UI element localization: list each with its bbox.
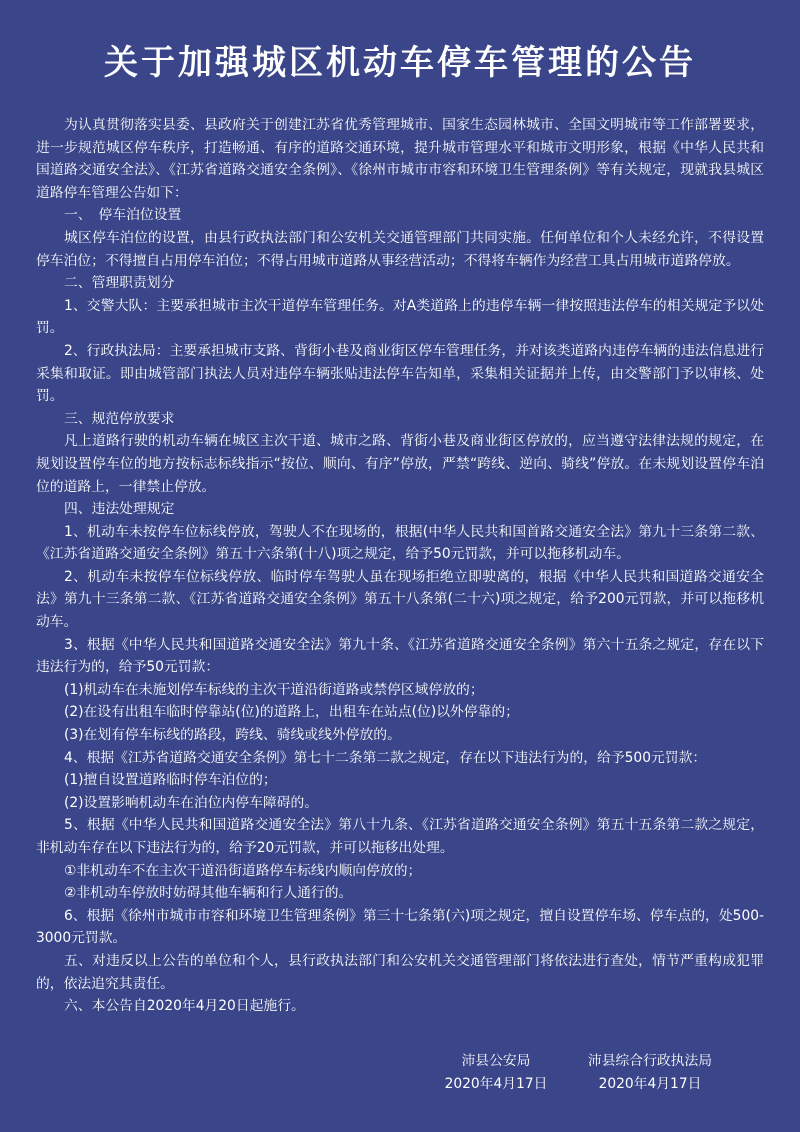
signature-date: 2020年4月17日 xyxy=(598,1075,702,1092)
list-item: ①非机动车不在主次干道沿街道路停车标线内顺向停放的； xyxy=(64,862,422,879)
section-heading: 二、管理职责划分 xyxy=(64,275,175,292)
signature-org: 沛县公安局 xyxy=(461,1053,531,1069)
list-item: (1)擅自设置道路临时停车泊位的； xyxy=(64,772,277,789)
list-item: (1)机动车在未施划停车标线的主次干道沿街道路或禁停区域停放的； xyxy=(64,681,484,698)
paragraph: 3、根据《中华人民共和国道路交通安全法》第九十条、《江苏省道路交通安全条例》第六十五条之规定，存在以下违法行为的，给予50元罚款： xyxy=(36,636,764,676)
effective-date-paragraph: 六、本公告自2020年4月20日起施行。 xyxy=(64,998,305,1015)
paragraph: 6、根据《徐州市城市市容和环境卫生管理条例》第三十七条第(六)项之规定，擅自设置停车场、停车点的，处500-3000元罚款。 xyxy=(36,907,764,947)
section-heading: 四、违法处理规定 xyxy=(64,501,175,518)
paragraph: 4、根据《江苏省道路交通安全条例》第七十二条第二款之规定，存在以下违法行为的，给予500元罚款： xyxy=(64,749,707,766)
signature-enforcement xyxy=(550,1050,750,1095)
section-heading: 一、 停车泊位设置 xyxy=(64,207,182,224)
list-item: (2)设置影响机动车在泊位内停车障碍的。 xyxy=(64,794,319,811)
paragraph: 凡上道路行驶的机动车辆在城区主次干道、城市之路、背街小巷及商业街区停放的，应当遵守法律法规的规定，在规划设置停车位的地方按标志标线指示“按位、顺向、有序”停放，严禁“跨线、逆向、骑线”停放。在未规划设置停车泊位的道路上，一律禁止停放。 xyxy=(36,433,764,495)
list-item: (2)在设有出租车临时停靠站(位)的道路上，出租车在站点(位)以外停靠的； xyxy=(64,704,519,721)
paragraph: 1、机动车未按停车位标线停放，驾驶人不在现场的，根据(中华人民共和国首路交通安全法》第九十三条第二款、《江苏省道路交通安全条例》第五十六条第(十八)项之规定，给予50元罚款，并可以拖移机动车。 xyxy=(36,523,764,563)
intro-paragraph: 为认真贯彻落实县委、县政府关于创建江苏省优秀管理城市、国家生态园林城市、全国文明城市等工作部署要求，进一步规范城区停车秩序，打造畅通、有序的道路交通环境，提升城市管理水平和城市文明形象，根据《中华人民共和国道路交通安全法》、《江苏省道路交通安全条例》、《徐州市城市市容和环境卫生管理条例》等有关规定，现就我县城区道路停车管理公告如下： xyxy=(36,117,764,201)
signature-date: 2020年4月17日 xyxy=(444,1075,548,1092)
section-heading: 三、规范停放要求 xyxy=(64,410,175,427)
page-title: 关于加强城区机动车停车管理的公告 xyxy=(104,43,696,83)
signature-org: 沛县综合行政执法局 xyxy=(587,1053,713,1069)
paragraph: 五、对违反以上公告的单位和个人，县行政执法部门和公安机关交通管理部门将依法进行查处，情节严重构成犯罪的，依法追究其责任。 xyxy=(36,952,764,992)
paragraph: 2、机动车未按停车位标线停放、临时停车驾驶人虽在现场拒绝立即驶离的，根据《中华人民共和国道路交通安全法》第九十三条第二款、《江苏省道路交通安全条例》第五十八条第(二十六)项之规定，给予200元罚款，并可以拖移机动车。 xyxy=(36,568,764,631)
paragraph: 2、行政执法局：主要承担城市支路、背街小巷及商业街区停车管理任务，并对该类道路内违停车辆的违法信息进行采集和取证。即由城管部门执法人员对违停车辆张贴违法停车告知单，采集相关证据并上传，由交警部门予以审核、处罚。 xyxy=(36,342,764,405)
list-item: ②非机动车停放时妨碍其他车辆和行人通行的。 xyxy=(64,885,353,902)
notice-body xyxy=(36,114,764,1018)
paragraph: 5、根据《中华人民共和国道路交通安全法》第八十九条、《江苏省道路交通安全条例》第五十五条第二款之规定，非机动车存在以下违法行为的，给予20元罚款，并可以拖移出处理。 xyxy=(36,817,764,856)
list-item: (3)在划有停车标线的路段，跨线、骑线或线外停放的。 xyxy=(64,727,401,744)
paragraph: 1、交警大队：主要承担城市主次干道停车管理任务。对A类道路上的违停车辆一律按照违法停车的相关规定予以处罚。 xyxy=(36,297,764,337)
paragraph: 城区停车泊位的设置，由县行政执法部门和公安机关交通管理部门共同实施。任何单位和个人未经允许，不得设置停车泊位；不得擅自占用停车泊位；不得占用城市道路从事经营活动；不得将车辆作为经营工具占用城市道路停放。 xyxy=(36,229,764,269)
